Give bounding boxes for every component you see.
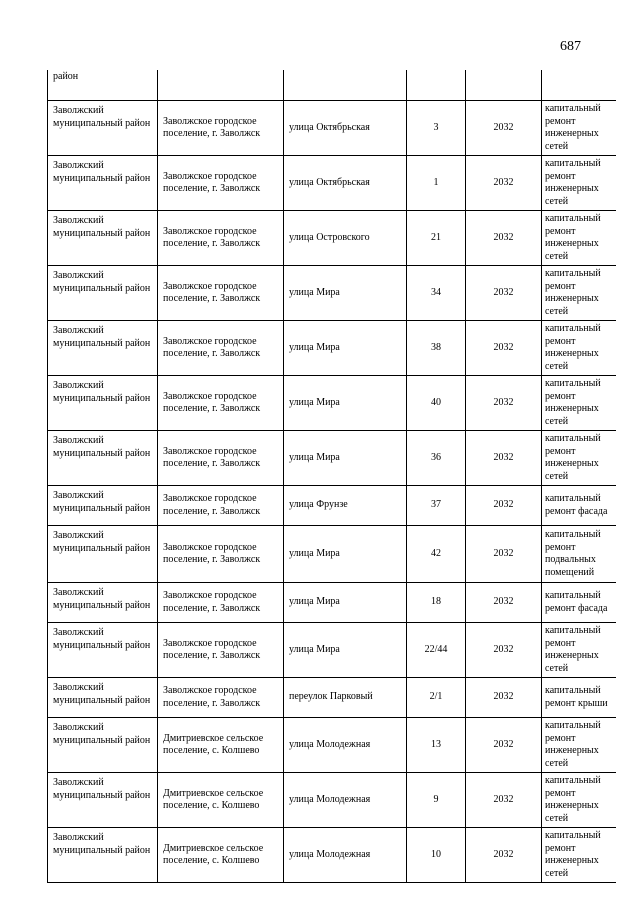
cell-street: переулок Парковый xyxy=(284,678,407,718)
cell-district: Заволжский муниципальный район xyxy=(48,431,158,486)
cell-settlement: Заволжское городское поселение, г. Заволжск xyxy=(158,376,284,431)
cell-year: 2032 xyxy=(466,828,542,883)
cell-year: 2032 xyxy=(466,583,542,623)
cell-settlement: Заволжское городское поселение, г. Заволжск xyxy=(158,321,284,376)
cell-settlement: Заволжское городское поселение, г. Заволжск xyxy=(158,486,284,526)
cell-house: 2/1 xyxy=(407,678,466,718)
cell-work: капитальный ремонт инженерных сетей xyxy=(542,431,616,486)
cell-year: 2032 xyxy=(466,101,542,156)
cell-work: капитальный ремонт инженерных сетей xyxy=(542,773,616,828)
cell-work: капитальный ремонт инженерных сетей xyxy=(542,828,616,883)
cell-house: 22/44 xyxy=(407,623,466,678)
cell-street: улица Октябрьская xyxy=(284,156,407,211)
table-row xyxy=(48,718,616,773)
cell-settlement: Заволжское городское поселение, г. Заволжск xyxy=(158,526,284,583)
table-body xyxy=(48,70,616,883)
table-row-continuation xyxy=(48,70,616,101)
table-row xyxy=(48,376,616,431)
cell-street: улица Мира xyxy=(284,526,407,583)
cell-work: капитальный ремонт инженерных сетей xyxy=(542,156,616,211)
cell-settlement: Заволжское городское поселение, г. Заволжск xyxy=(158,623,284,678)
cell-district: Заволжский муниципальный район xyxy=(48,266,158,321)
cell-street: улица Мира xyxy=(284,321,407,376)
cell-work: капитальный ремонт крыши xyxy=(542,678,616,718)
cell-work: капитальный ремонт подвальных помещений xyxy=(542,526,616,583)
cell-work: капитальный ремонт инженерных сетей xyxy=(542,718,616,773)
table-row xyxy=(48,623,616,678)
table-row xyxy=(48,101,616,156)
cell-district: Заволжский муниципальный район xyxy=(48,376,158,431)
cell-district: Заволжский муниципальный район xyxy=(48,773,158,828)
cell-work: капитальный ремонт инженерных сетей xyxy=(542,623,616,678)
cell-street: улица Мира xyxy=(284,431,407,486)
cell-district: Заволжский муниципальный район xyxy=(48,321,158,376)
cell-year: 2032 xyxy=(466,773,542,828)
cell-district: Заволжский муниципальный район xyxy=(48,828,158,883)
cell-year: 2032 xyxy=(466,321,542,376)
cell-district: Заволжский муниципальный район xyxy=(48,211,158,266)
repair-schedule-table xyxy=(47,70,616,883)
cell-district: Заволжский муниципальный район xyxy=(48,156,158,211)
cell-house: 3 xyxy=(407,101,466,156)
cell-year: 2032 xyxy=(466,156,542,211)
cell-year: 2032 xyxy=(466,526,542,583)
cell-house: 36 xyxy=(407,431,466,486)
cell-work: капитальный ремонт инженерных сетей xyxy=(542,266,616,321)
cell-district: Заволжский муниципальный район xyxy=(48,623,158,678)
cell-year xyxy=(466,70,542,101)
table-row xyxy=(48,211,616,266)
cell-work: капитальный ремонт инженерных сетей xyxy=(542,101,616,156)
cell-settlement: Дмитриевское сельское поселение, с. Колшево xyxy=(158,828,284,883)
cell-year: 2032 xyxy=(466,431,542,486)
cell-work: капитальный ремонт инженерных сетей xyxy=(542,376,616,431)
cell-house: 38 xyxy=(407,321,466,376)
cell-settlement: Дмитриевское сельское поселение, с. Колшево xyxy=(158,773,284,828)
table-row xyxy=(48,828,616,883)
cell-house: 10 xyxy=(407,828,466,883)
cell-work: капитальный ремонт инженерных сетей xyxy=(542,321,616,376)
page-number: 687 xyxy=(560,39,581,54)
cell-house: 9 xyxy=(407,773,466,828)
cell-year: 2032 xyxy=(466,623,542,678)
cell-settlement: Заволжское городское поселение, г. Заволжск xyxy=(158,431,284,486)
cell-street: улица Молодежная xyxy=(284,828,407,883)
cell-street: улица Октябрьская xyxy=(284,101,407,156)
cell-street: улица Мира xyxy=(284,376,407,431)
cell-settlement: Заволжское городское поселение, г. Заволжск xyxy=(158,211,284,266)
cell-house: 18 xyxy=(407,583,466,623)
cell-year: 2032 xyxy=(466,211,542,266)
cell-house: 37 xyxy=(407,486,466,526)
cell-settlement xyxy=(158,70,284,101)
table-row xyxy=(48,526,616,583)
table-row xyxy=(48,486,616,526)
cell-district: Заволжский муниципальный район xyxy=(48,526,158,583)
cell-street: улица Мира xyxy=(284,623,407,678)
table-row xyxy=(48,678,616,718)
cell-settlement: Заволжское городское поселение, г. Заволжск xyxy=(158,583,284,623)
cell-district: Заволжский муниципальный район xyxy=(48,583,158,623)
cell-street: улица Молодежная xyxy=(284,718,407,773)
cell-year: 2032 xyxy=(466,376,542,431)
cell-year: 2032 xyxy=(466,718,542,773)
table-row xyxy=(48,321,616,376)
cell-work: капитальный ремонт фасада xyxy=(542,486,616,526)
cell-district: Заволжский муниципальный район xyxy=(48,678,158,718)
cell-settlement: Заволжское городское поселение, г. Заволжск xyxy=(158,101,284,156)
cell-district: Заволжский муниципальный район xyxy=(48,101,158,156)
table-row xyxy=(48,156,616,211)
cell-settlement: Заволжское городское поселение, г. Заволжск xyxy=(158,266,284,321)
cell-house: 13 xyxy=(407,718,466,773)
cell-work: капитальный ремонт инженерных сетей xyxy=(542,211,616,266)
cell-street: улица Мира xyxy=(284,583,407,623)
cell-district: район xyxy=(48,70,158,101)
cell-street: улица Молодежная xyxy=(284,773,407,828)
cell-district: Заволжский муниципальный район xyxy=(48,718,158,773)
cell-house xyxy=(407,70,466,101)
cell-house: 34 xyxy=(407,266,466,321)
cell-year: 2032 xyxy=(466,266,542,321)
cell-settlement: Заволжское городское поселение, г. Заволжск xyxy=(158,678,284,718)
cell-year: 2032 xyxy=(466,678,542,718)
cell-house: 42 xyxy=(407,526,466,583)
table-row xyxy=(48,431,616,486)
table-row xyxy=(48,583,616,623)
cell-house: 21 xyxy=(407,211,466,266)
table-row xyxy=(48,773,616,828)
cell-street: улица Фрунзе xyxy=(284,486,407,526)
cell-house: 1 xyxy=(407,156,466,211)
cell-district: Заволжский муниципальный район xyxy=(48,486,158,526)
cell-year: 2032 xyxy=(466,486,542,526)
cell-street: улица Мира xyxy=(284,266,407,321)
cell-settlement: Дмитриевское сельское поселение, с. Колшево xyxy=(158,718,284,773)
table-row xyxy=(48,266,616,321)
cell-house: 40 xyxy=(407,376,466,431)
cell-street: улица Островского xyxy=(284,211,407,266)
cell-work xyxy=(542,70,616,101)
cell-street xyxy=(284,70,407,101)
cell-work: капитальный ремонт фасада xyxy=(542,583,616,623)
cell-settlement: Заволжское городское поселение, г. Заволжск xyxy=(158,156,284,211)
